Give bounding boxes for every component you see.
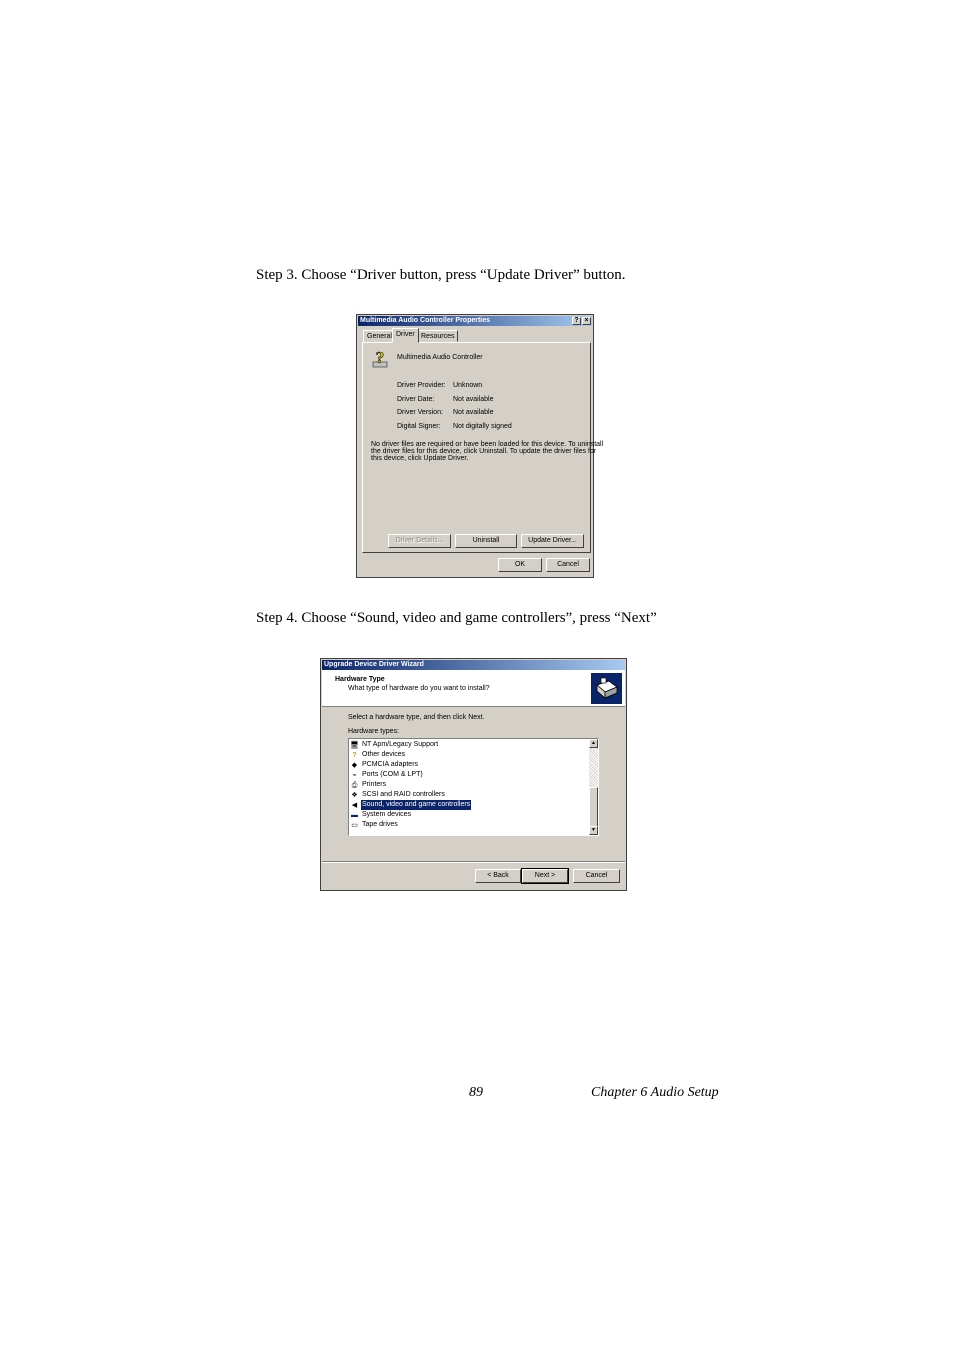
scsi-icon: ❖ bbox=[351, 791, 358, 799]
tab-driver[interactable]: Driver bbox=[392, 328, 419, 343]
message-line-3: this device, click Update Driver. bbox=[371, 455, 469, 462]
step-4-instruction: Step 4. Choose “Sound, video and game controllers”, press “Next” bbox=[256, 610, 657, 626]
properties-title: Multimedia Audio Controller Properties bbox=[360, 317, 491, 324]
header-title: Hardware Type bbox=[335, 676, 385, 683]
wizard-title: Upgrade Device Driver Wizard bbox=[324, 661, 424, 668]
instruction-text: Select a hardware type, and then click Next. bbox=[348, 714, 485, 721]
ok-button[interactable]: OK bbox=[498, 558, 542, 572]
printer-icon: ⎙ bbox=[351, 781, 358, 789]
step-3-instruction: Step 3. Choose “Driver button, press “Update Driver” button. bbox=[256, 267, 626, 283]
computer-icon: 🖥 bbox=[350, 741, 359, 749]
hardware-types-list[interactable] bbox=[348, 738, 599, 836]
system-device-icon: ▬ bbox=[351, 811, 358, 819]
list-item[interactable]: ❖ SCSI and RAID controllers bbox=[351, 791, 445, 799]
speaker-icon: ◀ bbox=[351, 801, 358, 809]
list-item[interactable]: 🖥 NT Apm/Legacy Support bbox=[350, 741, 439, 749]
list-item[interactable]: ▬ System devices bbox=[351, 811, 412, 819]
digital-signer-value: Not digitally signed bbox=[453, 423, 512, 430]
wizard-cancel-button[interactable]: Cancel bbox=[573, 869, 620, 883]
properties-dialog bbox=[356, 314, 604, 578]
driver-tab-panel bbox=[362, 342, 604, 553]
driver-date-value: Not available bbox=[453, 396, 494, 403]
tab-resources[interactable]: Resources bbox=[417, 330, 458, 342]
driver-provider-label: Driver Provider: bbox=[397, 382, 446, 389]
driver-details-button[interactable]: Driver Details... bbox=[388, 534, 451, 548]
unknown-device-icon bbox=[371, 349, 389, 369]
button-separator bbox=[322, 861, 625, 863]
tab-general[interactable]: General bbox=[363, 330, 396, 342]
list-item-selected[interactable]: ◀ Sound, video and game controllers bbox=[351, 801, 471, 809]
cancel-button[interactable]: Cancel bbox=[546, 558, 590, 572]
page-number: 89 bbox=[469, 1085, 483, 1100]
pcmcia-card-icon: ◆ bbox=[351, 761, 358, 769]
list-scrollbar[interactable] bbox=[589, 739, 598, 835]
scroll-thumb[interactable] bbox=[589, 787, 598, 827]
scroll-down-icon[interactable]: ▼ bbox=[589, 826, 598, 835]
list-item[interactable]: ▭ Tape drives bbox=[351, 821, 398, 829]
update-driver-button[interactable]: Update Driver... bbox=[521, 534, 584, 548]
wizard-dialog bbox=[320, 658, 627, 891]
help-button[interactable]: ? bbox=[572, 317, 581, 325]
message-line-2: the driver files for this device, click Uninstall. To update the driver files for bbox=[371, 448, 597, 455]
question-icon: ? bbox=[352, 751, 357, 759]
digital-signer-label: Digital Signer: bbox=[397, 423, 441, 430]
svg-text:?: ? bbox=[375, 349, 385, 367]
close-button[interactable]: × bbox=[582, 317, 591, 325]
list-item[interactable]: ⌁ Ports (COM & LPT) bbox=[350, 770, 424, 780]
scroll-up-icon[interactable]: ▲ bbox=[589, 739, 598, 748]
message-line-1: No driver files are required or have been loaded for this device. To uninstall bbox=[371, 441, 604, 448]
header-subtitle: What type of hardware do you want to install? bbox=[348, 685, 490, 692]
driver-date-label: Driver Date: bbox=[397, 396, 435, 403]
hardware-wizard-icon bbox=[591, 673, 622, 704]
list-item[interactable]: ? Other devices bbox=[350, 750, 406, 760]
properties-titlebar bbox=[358, 316, 592, 326]
port-icon: ⌁ bbox=[352, 771, 357, 779]
back-button[interactable]: < Back bbox=[475, 869, 521, 883]
uninstall-button[interactable]: Uninstall bbox=[455, 534, 517, 548]
driver-version-value: Not available bbox=[453, 409, 494, 416]
driver-provider-value: Unknown bbox=[453, 382, 483, 389]
chapter-title: Chapter 6 Audio Setup bbox=[591, 1085, 719, 1100]
device-name: Multimedia Audio Controller bbox=[397, 354, 483, 361]
driver-version-label: Driver Version: bbox=[397, 409, 443, 416]
next-button[interactable]: Next > bbox=[522, 869, 568, 883]
list-item[interactable]: ◆ PCMCIA adapters bbox=[351, 761, 419, 769]
hardware-types-label: Hardware types: bbox=[348, 728, 399, 735]
list-item[interactable]: ⎙ Printers bbox=[351, 781, 387, 789]
tape-drive-icon: ▭ bbox=[351, 821, 358, 829]
wizard-header bbox=[322, 670, 625, 707]
wizard-titlebar bbox=[322, 660, 625, 670]
